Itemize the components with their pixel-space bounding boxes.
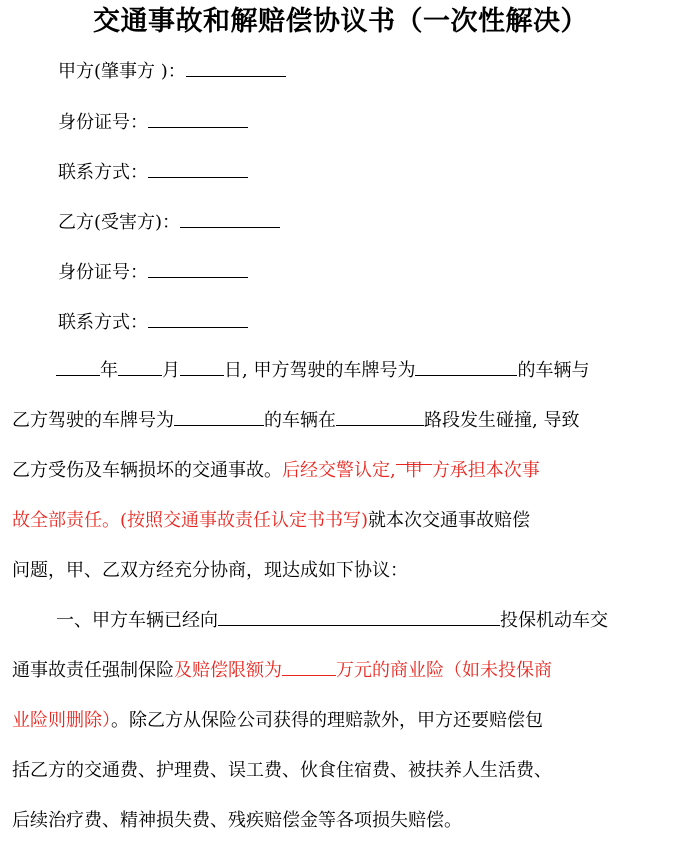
road-blank[interactable] bbox=[336, 407, 424, 426]
party-a-contact-field bbox=[58, 159, 248, 186]
year-unit: 年 bbox=[100, 360, 118, 381]
party-a-id-blank[interactable] bbox=[148, 109, 248, 128]
party-a-id-label: 身份证号： bbox=[58, 112, 148, 133]
clause-1-line5: 后续治疗费、精神损失费、残疾赔偿金等各项损失赔偿。 bbox=[12, 810, 462, 831]
injury-text: 乙方受伤及车辆损坏的交通事故。 bbox=[12, 460, 282, 481]
party-b-contact-label: 联系方式： bbox=[58, 312, 148, 333]
party-b-id-blank[interactable] bbox=[148, 259, 248, 278]
month-blank[interactable] bbox=[118, 357, 162, 376]
party-b-name-field bbox=[58, 209, 280, 236]
clause-1-line2: 通事故责任强制保险 bbox=[12, 660, 174, 681]
party-a-name-field bbox=[58, 58, 286, 85]
party-a-id-field bbox=[58, 109, 248, 136]
consult-text-2: 问题，甲、乙双方经充分协商，现达成如下协议： bbox=[12, 560, 408, 581]
party-b-id-label: 身份证号： bbox=[58, 262, 148, 283]
road-text: 路段发生碰撞, 导致 bbox=[424, 410, 580, 431]
party-b-contact-field bbox=[58, 309, 248, 336]
clause-1-delete-note: 业险则删除） bbox=[12, 710, 111, 731]
day-text: 日, 甲方驾驶的车牌号为 bbox=[224, 360, 416, 381]
month-unit: 月 bbox=[162, 360, 180, 381]
accident-paragraph bbox=[12, 346, 672, 596]
clause-1-line3: 。除乙方从保险公司获得的理赔款外，甲方还要赔偿包 bbox=[111, 710, 543, 731]
party-b-plate-blank[interactable] bbox=[174, 407, 264, 426]
vehicle-at-text: 的车辆在 bbox=[264, 410, 336, 431]
year-blank[interactable] bbox=[56, 357, 100, 376]
clause-1-after-blank: 投保机动车交 bbox=[500, 610, 608, 631]
party-a-plate-blank[interactable] bbox=[415, 357, 517, 376]
police-determination-text-2: 方承担本次事 bbox=[431, 460, 540, 481]
consult-text-1: 就本次交通事故赔偿 bbox=[368, 510, 531, 531]
police-determination-text-3: 故全部责任。(按照交通事故责任认定书书写) bbox=[12, 510, 369, 531]
limit-amount-blank[interactable] bbox=[282, 657, 336, 676]
party-b-id-field bbox=[58, 259, 248, 286]
liable-party-blank[interactable]: 甲 bbox=[396, 446, 432, 465]
clause-1-intro: 一、甲方车辆已经向 bbox=[56, 610, 218, 631]
party-a-label: 甲方(肇事方 )： bbox=[58, 61, 186, 82]
police-determination-text: 后经交警认定, bbox=[282, 460, 396, 481]
insurer-blank[interactable] bbox=[218, 607, 500, 626]
party-a-contact-label: 联系方式： bbox=[58, 162, 148, 183]
party-a-contact-blank[interactable] bbox=[148, 159, 248, 178]
party-b-label: 乙方(受害方)： bbox=[58, 212, 181, 233]
clause-1-paragraph bbox=[12, 596, 672, 846]
clause-1-commercial-text: 万元的商业险（如未投保商 bbox=[336, 660, 552, 681]
party-b-vehicle-text: 乙方驾驶的车牌号为 bbox=[12, 410, 174, 431]
vehicle-and-text: 的车辆与 bbox=[517, 360, 590, 381]
clause-1-line4: 括乙方的交通费、护理费、误工费、伙食住宿费、被扶养人生活费、 bbox=[12, 760, 552, 781]
party-b-contact-blank[interactable] bbox=[148, 309, 248, 328]
party-a-name-blank[interactable] bbox=[186, 58, 286, 77]
day-blank[interactable] bbox=[180, 357, 224, 376]
party-b-name-blank[interactable] bbox=[180, 209, 280, 228]
clause-1-limit-text: 及赔偿限额为 bbox=[174, 660, 282, 681]
document-title: 交通事故和解赔偿协议书（一次性解决） bbox=[93, 6, 588, 37]
